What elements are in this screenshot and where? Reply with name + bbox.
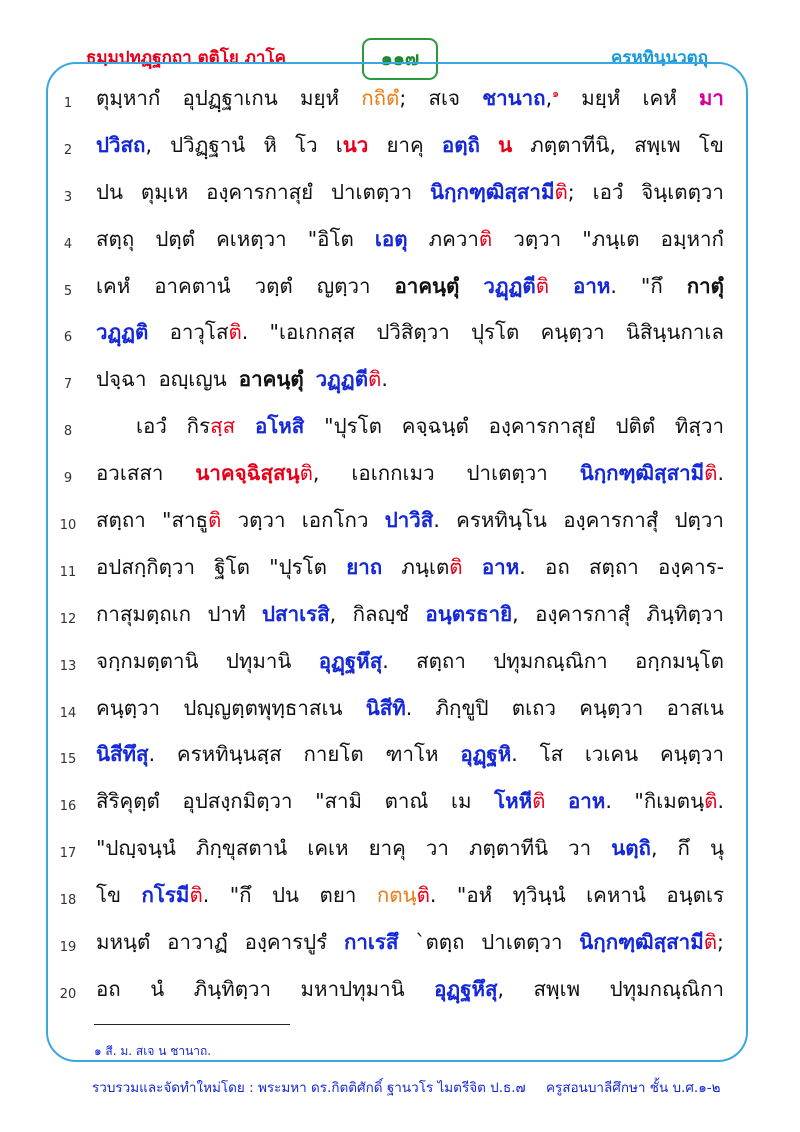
word: สตฺถา: [416, 648, 466, 673]
text-line: [0, 547, 800, 594]
word: [482, 551, 526, 584]
word: อญฺเญน: [158, 367, 227, 392]
text-fragment: ติ: [554, 179, 568, 204]
word: องฺคารกาสุํ: [563, 508, 659, 533]
text-line: [0, 453, 800, 500]
text-line: [0, 266, 800, 313]
line-number: 15: [59, 752, 77, 768]
line-text: [96, 270, 724, 303]
line-text: [96, 785, 724, 818]
text-fragment: ,: [329, 601, 337, 626]
word: [580, 457, 724, 490]
text-fragment: ,: [650, 836, 658, 861]
text-fragment: อาห: [481, 554, 520, 579]
word: กายโต: [303, 742, 364, 767]
word: ปาเตตฺวา: [466, 461, 548, 486]
line-number: 5: [63, 283, 73, 299]
footnote: ๑ สี. ม. สเจ น ชานาถ.: [94, 1044, 212, 1058]
text-fragment: อาห: [573, 273, 611, 298]
text-fragment: ติ: [208, 508, 222, 533]
text-line: [0, 641, 800, 688]
word: องฺคารกาสุํ: [535, 601, 631, 626]
text-fragment: .: [202, 883, 210, 908]
word: ปตฺวา: [674, 508, 724, 533]
text-fragment: อุฏฺฐหึสุ: [434, 976, 498, 1001]
word: อาวาฏํ: [167, 930, 228, 955]
text-fragment: ติ: [478, 226, 493, 251]
text-fragment: อุฏฺฐหิ: [460, 742, 512, 767]
word: ปทุมกณฺณิกา: [609, 976, 724, 1001]
text-fragment: .: [381, 367, 388, 392]
text-fragment: ,: [312, 461, 320, 486]
word: ญตฺวา: [316, 273, 371, 298]
line-text: [96, 832, 724, 865]
word: ฐิโต: [214, 554, 250, 579]
word: องฺคาร-: [658, 554, 724, 579]
word: [366, 692, 413, 725]
line-text: [96, 692, 724, 725]
word: อถ: [96, 976, 121, 1001]
line-text: [96, 598, 724, 631]
word: ปจฺฉา: [96, 367, 147, 392]
line-number: 3: [63, 189, 73, 205]
text-fragment: วฏฺฏตี: [483, 273, 536, 298]
word: [195, 457, 319, 490]
word: [425, 598, 518, 631]
text-line: [0, 734, 800, 781]
text-fragment: ปสาเรสิ: [262, 601, 330, 626]
word: ตาณํ: [384, 789, 429, 814]
text-fragment: .: [405, 695, 413, 720]
text-line: [0, 359, 800, 406]
line-number: 12: [59, 611, 77, 627]
line-text: [96, 738, 724, 771]
text-fragment: ภควา: [428, 226, 479, 251]
word: องฺคารกาสุยํ: [206, 179, 314, 204]
word: [430, 176, 575, 209]
word: วตฺวา: [237, 508, 286, 533]
text-fragment: .: [433, 508, 440, 533]
word: วตฺตํ: [254, 273, 293, 298]
text-fragment: .: [511, 742, 518, 767]
footnote-rule: [94, 1024, 290, 1025]
word: ปาเตตฺวา: [481, 930, 563, 955]
word: เอวํ: [136, 414, 167, 439]
line-text: [96, 551, 724, 584]
text-fragment: นิกฺกฑฺฒิสฺสามี: [430, 179, 555, 204]
word: กึ: [677, 836, 690, 861]
word: นํ: [150, 976, 165, 1001]
text-line: [0, 172, 800, 219]
text-fragment: อนฺตรธายิ: [425, 601, 513, 626]
text-fragment: .: [519, 554, 526, 579]
word: จินฺเตตฺวา: [641, 179, 724, 204]
word: [170, 316, 249, 349]
word: ปุรโต: [471, 320, 520, 345]
word: ปทุมกณฺณิกา: [493, 648, 608, 673]
line-text: [96, 504, 724, 537]
word: "สามิ: [315, 789, 363, 814]
word: องฺคารกาสุยํ: [488, 414, 596, 439]
word: ทิสฺวา: [674, 414, 724, 439]
story-title: ครหทินฺนวตฺถุ: [610, 48, 708, 68]
word: เคหํ: [96, 273, 131, 298]
line-text: [96, 363, 724, 396]
text-fragment: ติ: [416, 883, 430, 908]
word: อาคนฺตุํ: [394, 273, 460, 298]
word: เคหํ: [642, 86, 677, 110]
word: ครหทินฺโน: [456, 508, 547, 533]
word: อตฺถิ: [441, 132, 480, 157]
text-fragment: กตนฺ: [376, 883, 417, 908]
line-number: 13: [59, 658, 77, 674]
text-fragment: ติ: [449, 554, 463, 579]
text-fragment: ติ: [368, 367, 382, 392]
text-fragment: ติ: [535, 273, 550, 298]
word: เอกโกว: [301, 508, 369, 533]
word: [262, 598, 336, 631]
word: คนฺตฺวา: [579, 695, 644, 720]
text-fragment: นิสีทึสุ: [96, 742, 149, 767]
word: [96, 738, 155, 771]
text-fragment: นาคจฺฉิสฺสนฺ: [195, 461, 300, 486]
text-fragment: ปาวิสิ: [384, 508, 434, 533]
word: "กึ: [640, 273, 663, 298]
word: [377, 879, 437, 912]
line-number: 4: [63, 236, 73, 252]
line-number: 19: [59, 940, 77, 956]
word: สิริคุตฺตํ: [96, 789, 160, 814]
word: วา: [568, 836, 592, 861]
word: มยฺหํ: [299, 86, 340, 110]
word: กาตุํ: [686, 273, 724, 298]
word: [579, 926, 724, 959]
text-line: [0, 922, 800, 969]
word: [385, 504, 440, 537]
word: [187, 410, 235, 443]
course-credit: ครูสอนบาลีศึกษา ชั้น บ.ศ.๑-๒: [546, 1080, 721, 1096]
text-fragment: ,: [545, 86, 553, 110]
word: "ปุรโต: [324, 414, 382, 439]
word: อกฺกมนฺโต: [635, 648, 724, 673]
text-fragment: .: [717, 789, 724, 814]
word: อนฺตเร: [666, 883, 724, 908]
line-text: [96, 926, 724, 959]
text-fragment: ติ: [189, 883, 203, 908]
word: หิ: [263, 132, 277, 157]
word: ภตฺตาทีนิ,: [530, 132, 616, 157]
text-line: [0, 406, 800, 453]
word: [460, 738, 517, 771]
line-number: 11: [59, 564, 77, 580]
text-fragment: ,: [497, 976, 505, 1001]
word: วา: [425, 836, 449, 861]
line-text: [96, 410, 724, 443]
word: ปาทํ: [207, 601, 246, 626]
text-line: [0, 500, 800, 547]
word: โว: [295, 132, 318, 157]
word: คนฺตฺวา: [96, 695, 161, 720]
word: เวเคน: [584, 742, 639, 767]
line-number: 6: [63, 330, 73, 346]
text-fragment: เ: [335, 132, 343, 157]
text-fragment: นิกฺกฑฺฒิสฺสามี: [579, 930, 704, 955]
word: วฏฺฏติ: [96, 320, 149, 345]
text-line: [0, 781, 800, 828]
word: น: [498, 132, 513, 157]
line-number: 2: [63, 142, 73, 158]
word: คนฺตฺวา: [540, 320, 605, 345]
text-fragment: ติ: [532, 789, 546, 814]
line-number: 18: [59, 893, 77, 909]
word: [611, 832, 657, 865]
word: [568, 785, 612, 818]
word: [336, 129, 369, 162]
word: [494, 785, 545, 818]
word: ปทุมานิ: [225, 648, 292, 673]
line-text: [96, 316, 724, 349]
word: สตฺถา: [96, 508, 146, 533]
word: อุปฏฺฐาเกน: [182, 86, 278, 110]
line-number: 9: [63, 471, 73, 487]
word: เอตุ: [374, 226, 408, 251]
word: ปติตํ: [615, 414, 656, 439]
line-text: [96, 973, 724, 1006]
text-fragment: .: [148, 742, 156, 767]
text-fragment: ติ: [703, 930, 718, 955]
word: [483, 270, 549, 303]
word: ภิกฺขูปิ: [435, 695, 489, 720]
word: "เอเกกสฺส: [269, 320, 356, 345]
line-text: [96, 223, 724, 256]
text-line: [0, 125, 800, 172]
word: ปวิฏฺฐานํ: [170, 132, 246, 157]
word: ตเถว: [511, 695, 556, 720]
text-fragment: สฺส: [210, 414, 236, 439]
word: ภิกฺขุสตานํ: [195, 836, 288, 861]
text-fragment: กโรมี: [141, 883, 190, 908]
line-number: 10: [59, 518, 77, 534]
word: กิลญฺชํ: [352, 601, 409, 626]
text-fragment: อาห: [567, 789, 606, 814]
word: มหาปทุมานิ: [300, 976, 405, 1001]
word: คจฺฉนฺตํ: [401, 414, 469, 439]
word: อถ: [545, 554, 570, 579]
footnote-marker: ๑: [552, 87, 560, 101]
line-text: [96, 176, 724, 209]
text-fragment: ติ: [299, 461, 313, 486]
word: สเจ: [428, 86, 460, 110]
word: ฑาโห: [385, 742, 439, 767]
text-fragment: .: [610, 273, 617, 298]
text-line: [0, 594, 800, 641]
word: ภินฺทิตฺวา: [646, 601, 724, 626]
text-fragment: กถิตํ: [361, 86, 400, 110]
word: เคเห: [307, 836, 349, 861]
text-fragment: ;: [567, 179, 575, 204]
word: อาคตานํ: [154, 273, 231, 298]
word: ปน: [272, 883, 300, 908]
word: ตุมฺเห: [140, 179, 189, 204]
word: อวเสสา: [96, 461, 164, 486]
word: เคหานํ: [586, 883, 646, 908]
word: "ปุรโต: [269, 554, 327, 579]
word: โส: [539, 742, 564, 767]
word: [96, 129, 152, 162]
text-fragment: นตฺถิ: [611, 836, 651, 861]
text-fragment: .: [241, 320, 249, 345]
text-line: [0, 219, 800, 266]
word: [316, 363, 388, 396]
text-fragment: โหหี: [494, 789, 533, 814]
text-fragment: วฏฺฏตี: [315, 367, 369, 392]
word: อมฺหากํ: [660, 226, 724, 251]
word: อโหสิ: [254, 414, 305, 439]
word: สตฺถา: [589, 554, 639, 579]
text-fragment: ชานาถ: [482, 86, 546, 110]
text-fragment: ติ: [228, 320, 242, 345]
text-fragment: .: [717, 461, 724, 486]
word: "กึ: [229, 883, 252, 908]
text-fragment: ,: [145, 132, 152, 157]
word: ยาถ: [346, 554, 383, 579]
word: คนฺตฺวา: [659, 742, 724, 767]
word: ภินฺทิตฺวา: [193, 976, 272, 1001]
word: ตยา: [319, 883, 357, 908]
line-number: 8: [63, 424, 73, 440]
line-text: [96, 645, 724, 678]
text-fragment: อุฏฺฐหึสุ: [318, 648, 383, 673]
word: เอเกกเมว: [351, 461, 435, 486]
text-fragment: ;: [717, 930, 724, 955]
line-number: 1: [63, 96, 73, 111]
word: [401, 551, 462, 584]
word: กาสุมตฺถเก: [96, 601, 192, 626]
word: [162, 504, 221, 537]
line-number: 20: [59, 986, 77, 1002]
text-fragment: ;: [399, 86, 407, 110]
text-fragment: ,: [512, 601, 519, 626]
text-fragment: นิกฺกฑฺฒิสฺสามี: [579, 461, 705, 486]
word: [573, 270, 617, 303]
page-number: ๑๑๗: [362, 38, 438, 80]
word: `ตตฺถ: [415, 930, 465, 955]
text-fragment: ติ: [704, 789, 718, 814]
word: โข: [96, 883, 122, 908]
running-title: ธมฺมปทฏฺฐกถา ตติโย ภาโค: [86, 48, 286, 68]
word: อาสเน: [666, 695, 724, 720]
line-number: 7: [63, 377, 73, 393]
word: อาคนฺตุํ: [238, 367, 304, 392]
text-line: [0, 969, 800, 1016]
word: [319, 645, 389, 678]
line-text: [96, 129, 724, 162]
word: ยาคุ: [368, 836, 406, 861]
line-text: [96, 82, 724, 115]
text-fragment: ติ: [704, 461, 718, 486]
word: นิสินฺนกาเล: [625, 320, 724, 345]
word: สพฺเพ: [634, 132, 681, 157]
compiler-credit: รวบรวมและจัดทำใหม่โดย : พระมหา ดร.กิตติศักดิ์ ฐานวโร ไมตรีจิต ป.ธ.๗: [92, 1080, 526, 1096]
word: มหนฺตํ: [96, 930, 151, 955]
word: [482, 82, 559, 115]
word: อุปสงฺกมิตฺวา: [182, 789, 293, 814]
word: ครหทินฺนสฺส: [176, 742, 282, 767]
word: มา: [698, 86, 724, 110]
word: [429, 223, 493, 256]
word: อปสกฺกิตฺวา: [96, 554, 195, 579]
word: คเหตฺวา: [216, 226, 287, 251]
text-fragment: .: [605, 789, 612, 814]
line-text: [96, 879, 724, 912]
word: [434, 973, 504, 1006]
text-body: [0, 78, 800, 1016]
line-number: 14: [59, 705, 77, 721]
line-text: [96, 457, 724, 490]
word: "ปญฺจนฺนํ: [96, 836, 176, 861]
text-line: [0, 78, 800, 125]
word: โข: [698, 132, 724, 157]
word: ปตฺตํ: [155, 226, 195, 251]
word: เม: [450, 789, 472, 814]
text-line: [0, 688, 800, 735]
word: องฺคารปูรํ: [244, 930, 328, 955]
word: [634, 785, 724, 818]
word: นุ: [709, 836, 724, 861]
word: [141, 879, 209, 912]
text-line: [0, 875, 800, 922]
line-number: 16: [59, 799, 77, 815]
text-fragment: ภนฺเต: [401, 554, 450, 579]
word: "อหํ: [456, 883, 493, 908]
text-fragment: กิร: [186, 414, 211, 439]
word: "ภนฺเต: [582, 226, 640, 251]
word: เอวํ: [592, 179, 624, 204]
text-line: [0, 312, 800, 359]
word: ภตฺตาทีนิ: [468, 836, 549, 861]
word: ปาเตตฺวา: [330, 179, 413, 204]
word: สพฺเพ: [533, 976, 581, 1001]
text-fragment: "กิเมตนฺ: [634, 789, 705, 814]
word: ทฺวินฺนํ: [512, 883, 566, 908]
word: ปญฺญตฺตพุทฺธาสเน: [183, 695, 343, 720]
word: สตฺถุ: [96, 226, 135, 251]
word: วตฺวา: [513, 226, 562, 251]
word: ยาคุ: [386, 132, 424, 157]
text-fragment: อาวุโส: [169, 320, 229, 345]
line-number: 17: [59, 846, 77, 862]
word: กาเรสึ: [343, 930, 399, 955]
text-fragment: นว: [342, 132, 369, 157]
word: มยฺหํ: [581, 86, 621, 110]
text-line: [0, 828, 800, 875]
text-fragment: .: [429, 883, 437, 908]
text-fragment: .: [382, 648, 389, 673]
word: จกฺกมตฺตานิ: [96, 648, 199, 673]
word: ตุมฺหากํ: [96, 86, 161, 110]
word: [361, 82, 406, 115]
text-fragment: ปวิสถ: [96, 132, 146, 157]
word: ปน: [96, 179, 124, 204]
word: "อิโต: [307, 226, 354, 251]
text-fragment: "สาธู: [162, 508, 209, 533]
word: ปวิสิตฺวา: [376, 320, 450, 345]
text-fragment: นิสีทิ: [365, 695, 406, 720]
